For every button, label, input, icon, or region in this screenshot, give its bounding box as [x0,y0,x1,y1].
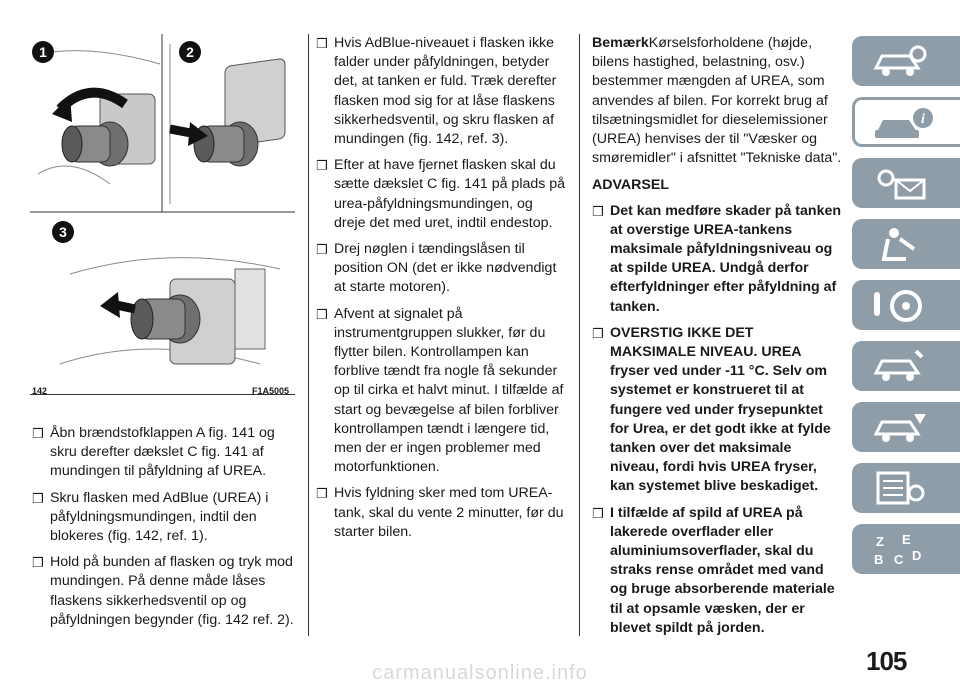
column-2 [316,34,568,549]
svg-text:Z: Z [876,534,884,549]
note-text: Kørselsforholdene (højde, bilens hastighed, belastning, osv.) bestemmer mængden af UREA, som anvendes af bilen. For korrekt brug af tilsætningsmidlet for dieselemissioner (UREA) henvises der til "Væsker og smøremidler" i afsnittet "Tekniske data". [592,35,842,167]
svg-text:B: B [874,552,884,567]
tab-steering-key[interactable] [852,280,960,330]
tab-car-info[interactable] [852,97,960,147]
checkbox-bullet-icon: ❒ [592,325,604,341]
panel-3-drawing [60,258,280,364]
bullet-hold-bottle: ❒ Hold på bunden af flasken og tryk mod mundingen. På denne måde låses flaskens sikkerhedsventil op og påfyldningen begynder (fig. 142 ref. 2). [32,554,294,628]
car-service-icon [870,347,930,385]
svg-text:3: 3 [59,224,67,240]
tab-specs-list[interactable] [852,463,960,513]
checkbox-bullet-icon: ❒ [592,505,604,521]
warning-lights-icon [870,164,930,202]
airbag-seat-icon [870,225,930,263]
tab-warning-lights[interactable] [852,158,960,208]
bullet-refit-cap: ❒ Efter at have fjernet flasken skal du sætte dækslet C fig. 141 på plads på urea-påfyldningsmundingen, og dreje det med uret, indtil endestop. [316,157,566,231]
checkbox-bullet-icon: ❒ [32,555,44,571]
svg-text:i: i [921,112,925,127]
car-view-icon [870,42,930,80]
watermark: carmanualsonline.info [372,662,588,684]
column-divider [579,34,580,636]
column-3 [592,34,842,645]
alphabet-index-icon [870,530,930,568]
figure-code: F1A5005 [252,386,290,396]
panel-2-drawing [170,44,285,204]
car-info-icon [873,106,933,144]
bullet-ignition-on: ❒ Drej nøglen i tændingslåsen til position ON (det er ikke nødvendigt at starte motoren). [316,241,557,296]
checkbox-bullet-icon: ❒ [592,203,604,219]
warning-spill: ❒ I tilfælde af spild af UREA på lakerede overflader eller aluminiumsoverflader, skal du straks rense området med vand og bruge absorberende materiale til at opsamle væsken, der er blevet spildt på jorden. [592,504,835,636]
warning-max-level: ❒ OVERSTIG IKKE DET MAKSIMALE NIVEAU. UREA fryser ved under -11 °C. Selv om systemet er konstrueret til at fungere ved under frysepunktet for Urea, er det godt ikke at fylde tanken over det maksimale niveau, fordi hvis UREA fryser, kan systemet blive beskadiget. [592,324,831,495]
bullet-empty-tank: ❒ Hvis fyldning sker med tom UREA-tank, skal du vente 2 minutter, før du starter bilen. [316,485,564,540]
checkbox-bullet-icon: ❒ [316,486,328,502]
bullet-wait-signal: ❒ Afvent at signalet på instrumentgruppen slukker, før du flytter bilen. Kontrollampen kan forblive tændt fra nogle få sekunder op til cirka et halvt minut. I tilfælde af start og bevægelse af bilen forbliver kontrollampen tændt i længere tid, men der er ingen problemer med motorfunktionen. [316,305,564,476]
badge-3 [52,221,74,243]
specs-list-icon [870,469,930,507]
checkbox-bullet-icon: ❒ [32,490,44,506]
warning-overfill: ❒ Det kan medføre skader på tanken at overstige UREA-tankens maksimale påfyldningsniveau og at spilde UREA. Undgå derfor efterfyldninger efter påfyldning af tanken. [592,202,842,315]
checkbox-bullet-icon: ❒ [316,36,328,51]
svg-text:E: E [902,532,911,547]
car-breakdown-icon [870,408,930,446]
bullet-open-flap: ❒ Åbn brændstofklappen A fig. 141 og skru derefter dækslet C fig. 141 af mundingen til påfyldning af UREA. [32,425,275,480]
checkbox-bullet-icon: ❒ [32,426,44,441]
badge-2 [179,41,201,63]
bullet-level-not-falling: ❒ Hvis AdBlue-niveauet i flasken ikke falder under påfyldningen, betyder det, at tanken er fuld. Træk derefter flasken mod sig for at låse flaskens sikkerhedsventil, og skru flasken af mundingen (fig. 142, ref. 3). [316,35,557,148]
svg-text:C: C [894,552,904,567]
tab-car-breakdown[interactable] [852,402,960,452]
svg-text:2: 2 [186,44,194,60]
figure-illustration [30,34,295,394]
checkbox-bullet-icon: ❒ [316,242,328,258]
checkbox-bullet-icon: ❒ [316,158,328,174]
page-number: 105 [866,646,907,676]
tab-airbag-seat[interactable] [852,219,960,269]
column-1 [32,424,297,637]
panel-1-drawing [38,51,160,184]
warning-title: ADVARSEL [592,177,669,194]
badge-1 [32,41,54,63]
note-paragraph [592,34,842,168]
tab-car-view[interactable] [852,36,960,86]
chapter-sidebar [852,36,960,585]
steering-key-icon [870,286,930,324]
tab-car-service[interactable] [852,341,960,391]
figure-number: 142 [32,386,48,396]
note-label: Bemærk [592,35,649,51]
tab-alphabet-index[interactable] [852,524,960,574]
checkbox-bullet-icon: ❒ [316,306,328,322]
svg-text:1: 1 [39,44,47,60]
column-divider [308,34,309,636]
svg-text:D: D [912,548,922,563]
figure-142 [30,34,295,395]
bullet-screw-bottle: ❒ Skru flasken med AdBlue (UREA) i påfyldningsmundingen, indtil den blokeres (fig. 142, ref. 1). [32,489,269,545]
